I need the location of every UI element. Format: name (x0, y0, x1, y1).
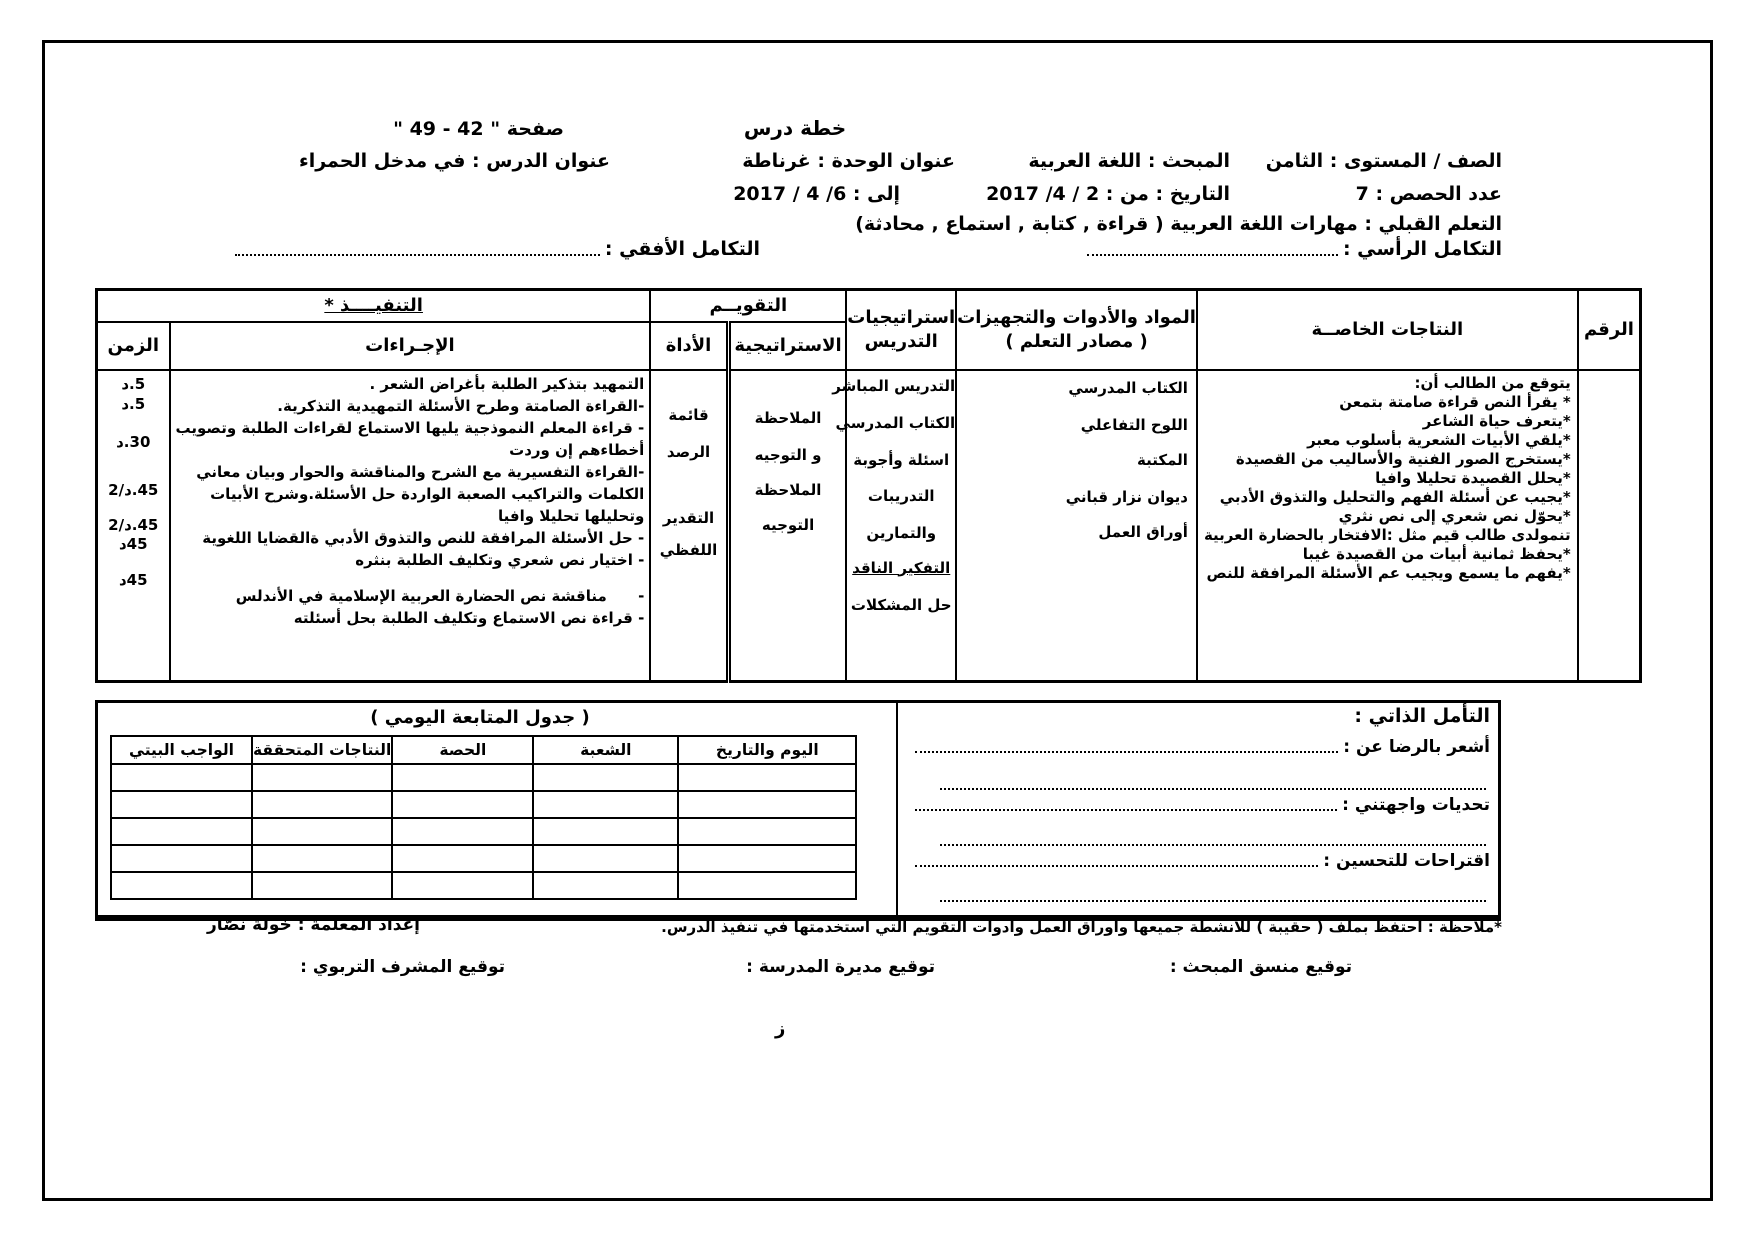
follow-col-period: الحصة (392, 736, 533, 764)
eval-strategy-item: الملاحظة (754, 408, 822, 427)
follow-empty-row (111, 818, 856, 845)
subject: المبحث : اللغة العربية (1028, 150, 1230, 172)
bottom-letter: ز (775, 1018, 786, 1039)
follow-empty-row (111, 845, 856, 872)
teaching-strategies-cell (832, 370, 956, 682)
materials-cell (956, 370, 1197, 682)
challenges-dots (915, 808, 1337, 811)
signature-supervisor: توقيع المشرف التربوي : (300, 957, 505, 977)
document-title: خطة درس (743, 116, 847, 140)
strategy-item: والتمارين (866, 523, 937, 542)
follow-col-homework: الواجب البيتي (111, 736, 252, 764)
reflection-title (910, 705, 1490, 727)
lower-section-box (95, 700, 1501, 921)
horizontal-integration-label: التكامل الأفقي : (604, 238, 760, 260)
col-header-number: الرقم (1578, 290, 1641, 370)
outcome-line: *يحفظ ثمانية أبيات من القصيدة غيبا (1302, 544, 1571, 563)
unit-title: عنوان الوحدة : غرناطة (742, 150, 955, 172)
vertical-integration-label: التكامل الرأسي : (1342, 238, 1502, 260)
page-range-label: صفحة " 42 - 49 " (393, 118, 564, 140)
prepared-by: إعداد المعلمة : خولة نصّار (206, 915, 420, 935)
lower-section-divider (896, 703, 898, 915)
follow-table-caption: ( جدول المتابعة اليومي ) (370, 707, 590, 728)
suggestions-dots (915, 864, 1318, 867)
reflection-suggestions-row (910, 851, 1490, 871)
lesson-title: عنوان الدرس : في مدخل الحمراء (298, 150, 610, 172)
col-header-materials (956, 290, 1197, 370)
strategy-item: التدريبات (867, 486, 935, 505)
strategy-item: التدريس المباشر (832, 376, 956, 395)
col-header-outcomes: النتاجات الخاصــة (1197, 290, 1578, 370)
time-value: 30.د (116, 432, 151, 451)
outcome-line: *يفهم ما يسمع ويجيب عم الأسئلة المرافقة للنص (1206, 563, 1571, 582)
follow-empty-row (111, 764, 856, 791)
procedure-line: -القراءة التفسيرية مع الشرح والمناقشة والحوار وبيان معاني (196, 462, 645, 481)
number-cell (1578, 370, 1641, 682)
outcome-line: *يحوّل نص شعري إلى نص نثري (1338, 506, 1571, 525)
eval-strategy-item: و التوجيه (754, 445, 822, 464)
reflection-dots-line (940, 787, 1486, 790)
horizontal-integration-dots (235, 253, 600, 256)
procedure-line: - قراءة المعلم النموذجية يليها الاستماع لقراءات الطلبة وتصويب (175, 418, 645, 437)
footer-note: *ملاحظة : احتفظ بملف ( حقيبة ) للأنشطة جميعها وأوراق العمل وأدوات التقويم التي استخدمتها في تنفيذ الدرس. (661, 918, 1502, 936)
reflection-dots-line (940, 899, 1486, 902)
follow-table-wrapper (110, 735, 857, 900)
procedure-line: -القراءة الصامتة وطرح الأسئلة التمهيدية التذكرية. (277, 396, 645, 415)
col-header-eval-tool: الأداة (650, 322, 728, 370)
reflection-challenges-row (910, 795, 1490, 815)
strategy-item: الكتاب المدرسي (835, 413, 956, 432)
procedure-line: الكلمات والتراكيب الصعبة الواردة حل الأسئلة.وشرح الأبيات (210, 484, 645, 503)
procedure-line: - حل الأسئلة المرافقة للنص والتذوق الأدبي ةالقضايا اللغوية (202, 528, 645, 547)
outcome-line: *يلقي الأبيات الشعرية بأسلوب معبر (1307, 430, 1571, 449)
eval-strategy-item: التوجيه (761, 515, 815, 534)
reflection-title-text: التأمل الذاتي : (1354, 705, 1490, 727)
col-header-procedures: الإجـراءات (170, 322, 651, 370)
periods-count: عدد الحصص : 7 (1355, 183, 1502, 205)
procedure-line: - مناقشة نص الحضارة العربية الإسلامية في الأندلس (235, 586, 645, 605)
material-item: الكتاب المدرسي (1068, 378, 1188, 397)
eval-tool-item: الرصد (666, 442, 711, 461)
time-value: 45.د/2 (108, 480, 159, 499)
strategies-header-line1: استراتيجيات (847, 306, 956, 328)
eval-tool-item: قائمة (668, 405, 709, 424)
time-value: 5.د (121, 374, 146, 393)
signature-coordinator: توقيع منسق المبحث : (1169, 957, 1352, 977)
procedure-line: أخطاءهم إن وردت (509, 440, 645, 459)
vertical-integration-row (1082, 238, 1502, 260)
challenges-label: تحديات واجهتني : (1342, 795, 1490, 815)
materials-header-line2: ( مصادر التعلم ) (1005, 330, 1148, 352)
follow-col-day-date: اليوم والتاريخ (678, 736, 856, 764)
outcome-line: تنمولدى طالب قيم مثل :الافتخار بالحضارة العربية (1203, 525, 1571, 544)
time-cell (97, 370, 170, 682)
outcome-line: *يستخرج الصور الفنية والأساليب من القصيدة (1235, 449, 1571, 468)
material-item: ديوان نزار قباني (1065, 487, 1188, 506)
follow-col-achieved-outcomes: النتاجات المتحققة (252, 736, 392, 764)
follow-col-section: الشعبة (533, 736, 678, 764)
self-reflection-area (910, 703, 1490, 908)
follow-empty-row (111, 872, 856, 899)
class-level: الصف / المستوى : الثامن (1265, 150, 1502, 172)
outcome-line: يتوقع من الطالب أن: (1414, 373, 1571, 392)
execution-header-text: التنفيــــذ * (324, 295, 423, 317)
reflection-satisfaction-row (910, 737, 1490, 757)
signature-principal: توقيع مديرة المدرسة : (746, 957, 935, 977)
col-header-eval-strategy: الاستراتيجية (728, 322, 846, 370)
procedures-cell (170, 370, 651, 682)
main-table-wrapper (95, 288, 1642, 683)
strategy-item: اسئلة وأجوبة (853, 450, 950, 469)
satisfaction-label: أشعر بالرضا عن : (1343, 737, 1490, 757)
time-value: 45د (118, 534, 148, 553)
material-item: أوراق العمل (1098, 522, 1188, 541)
eval-tool-item: اللفظي (659, 540, 718, 559)
date-to: إلى : 6/ 4 / 2017 (733, 183, 900, 205)
follow-empty-row (111, 791, 856, 818)
materials-header-line1: المواد والأدوات والتجهيزات (957, 306, 1196, 328)
procedure-line: - قراءة نص الاستماع وتكليف الطلبة بحل أسئلته (293, 608, 645, 627)
evaluation-strategy-cell (728, 370, 846, 682)
strategy-item: حل المشكلات (850, 595, 952, 614)
evaluation-tool-cell (650, 370, 728, 682)
col-header-evaluation: التقويــم (650, 290, 846, 322)
prior-learning: التعلم القبلي : مهارات اللغة العربية ( قراءة , كتابة , استماع , محادثة) (855, 213, 1502, 235)
suggestions-label: اقتراحات للتحسين : (1323, 851, 1490, 871)
daily-follow-table (110, 735, 857, 900)
strategy-item: التفكير الناقد (852, 558, 951, 577)
satisfaction-dots (915, 750, 1338, 753)
eval-tool-item: التقدير (662, 508, 715, 527)
procedure-line: - اختيار نص شعري وتكليف الطلبة بنثره (355, 550, 645, 569)
col-header-execution (97, 290, 651, 322)
outcome-line: *يحلل القصيدة تحليلا وافيا (1375, 468, 1571, 487)
date-from: التاريخ : من : 2 / 4/ 2017 (986, 183, 1230, 205)
material-item: اللوح التفاعلي (1080, 415, 1188, 434)
vertical-integration-dots (1087, 253, 1338, 256)
horizontal-integration-row (230, 238, 760, 260)
outcome-line: *يتعرف حياة الشاعر (1422, 411, 1571, 430)
reflection-dots-line (940, 843, 1486, 846)
time-value: 45د (118, 570, 148, 589)
lesson-plan-table (95, 288, 1642, 683)
col-header-time: الزمن (97, 322, 170, 370)
procedure-line: التمهيد بتذكير الطلبة بأغراض الشعر . (369, 374, 645, 393)
outcomes-cell (1197, 370, 1578, 682)
outcome-line: * يقرأ النص قراءة صامتة بتمعن (1339, 392, 1571, 411)
material-item: المكتبة (1137, 450, 1188, 469)
col-header-strategies (846, 290, 956, 370)
time-value: 45.د/2 (108, 515, 159, 534)
outcome-line: *يجيب عن أسئلة الفهم والتحليل والتذوق الأدبي (1219, 487, 1571, 506)
strategies-header-line2: التدريس (864, 330, 938, 352)
eval-strategy-item: الملاحظة (754, 480, 822, 499)
time-value: 5.د (121, 394, 146, 413)
procedure-line: وتحليلها تحليلا وافيا (498, 506, 645, 525)
